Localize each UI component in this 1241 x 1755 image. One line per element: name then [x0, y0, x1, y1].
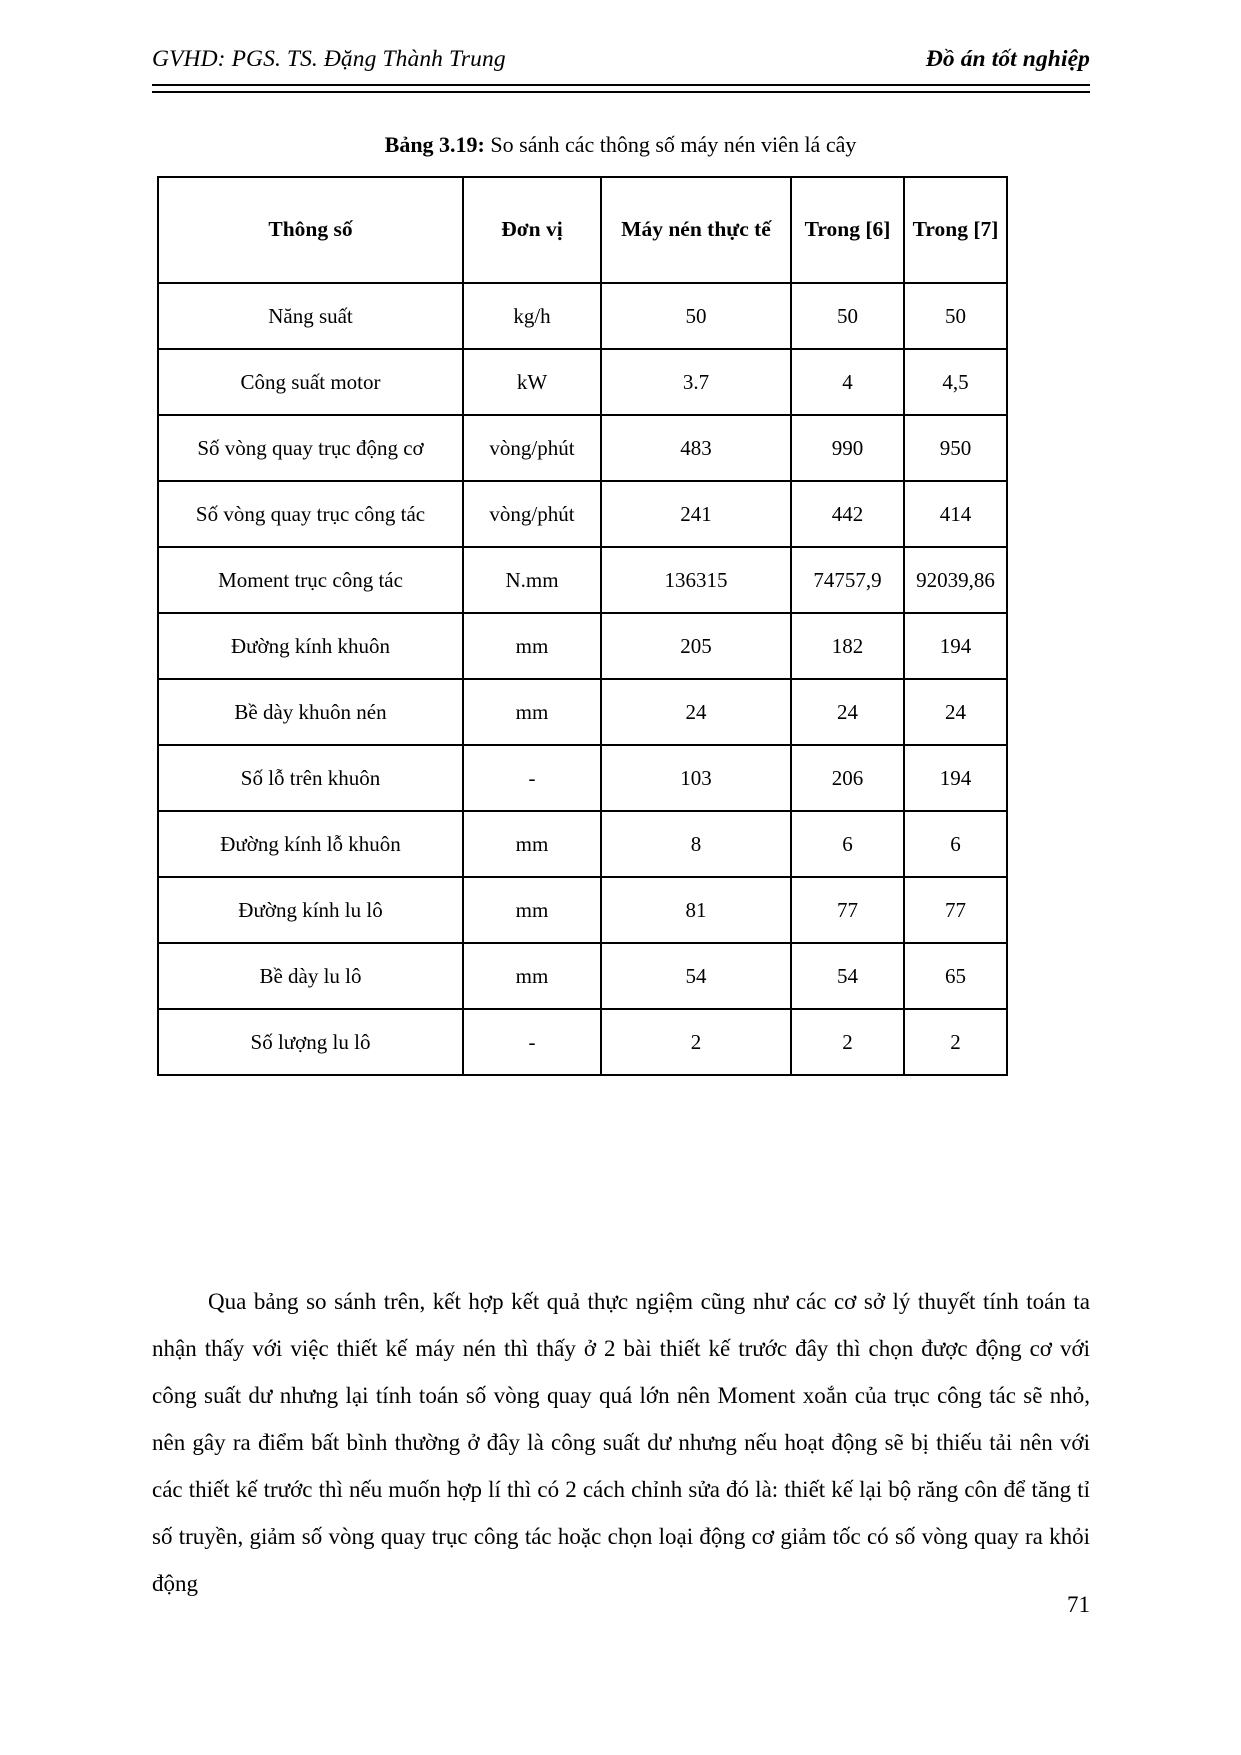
column-header-unit: Đơn vị — [463, 177, 601, 283]
cell-parameter: Năng suất — [158, 283, 463, 349]
cell-ref7: 24 — [904, 679, 1007, 745]
table-row — [158, 415, 1007, 481]
cell-parameter: Đường kính khuôn — [158, 613, 463, 679]
cell-actual: 136315 — [601, 547, 791, 613]
table-row — [158, 679, 1007, 745]
cell-unit: mm — [463, 943, 601, 1009]
cell-parameter: Đường kính lỗ khuôn — [158, 811, 463, 877]
cell-unit: mm — [463, 613, 601, 679]
table-header — [158, 177, 1007, 283]
cell-ref6: 50 — [791, 283, 904, 349]
table-body — [158, 283, 1007, 1075]
cell-unit: mm — [463, 679, 601, 745]
table-row — [158, 811, 1007, 877]
cell-ref6: 24 — [791, 679, 904, 745]
table-caption-text: So sánh các thông số máy nén viên lá cây — [484, 132, 857, 157]
column-header-reference-7: Trong [7] — [904, 177, 1007, 283]
cell-ref7: 4,5 — [904, 349, 1007, 415]
cell-ref6: 2 — [791, 1009, 904, 1075]
cell-unit: - — [463, 1009, 601, 1075]
cell-ref6: 206 — [791, 745, 904, 811]
cell-ref7: 194 — [904, 613, 1007, 679]
cell-parameter: Số vòng quay trục động cơ — [158, 415, 463, 481]
cell-ref6: 4 — [791, 349, 904, 415]
cell-actual: 24 — [601, 679, 791, 745]
table-caption-label: Bảng 3.19: — [384, 132, 485, 157]
cell-actual: 3.7 — [601, 349, 791, 415]
cell-ref7: 950 — [904, 415, 1007, 481]
cell-unit: kg/h — [463, 283, 601, 349]
cell-parameter: Moment trục công tác — [158, 547, 463, 613]
column-header-parameter: Thông số — [158, 177, 463, 283]
table-row — [158, 349, 1007, 415]
table-row — [158, 613, 1007, 679]
page-number: 71 — [1067, 1592, 1090, 1617]
body-paragraph: Qua bảng so sánh trên, kết hợp kết quả thực ngiệm cũng như các cơ sở lý thuyết tính toán ta nhận thấy với việc thiết kế máy nén thì thấy ở 2 bài thiết kế trước đây thì chọn được động cơ với công suất dư nhưng lại tính toán số vòng quay quá lớn nên Moment xoắn của trục công tác sẽ nhỏ, nên gây ra điểm bất bình thường ở đây là công suất dư nhưng nếu hoạt động sẽ bị thiếu tải nên với các thiết kế trước thì nếu muốn hợp lí thì có 2 cách chỉnh sửa đó là: thiết kế lại bộ răng côn để tăng tỉ số truyền, giảm số vòng quay trục công tác hoặc chọn loại động cơ giảm tốc có số vòng quay ra khỏi động — [152, 1289, 1090, 1596]
table-row — [158, 943, 1007, 1009]
cell-ref7: 414 — [904, 481, 1007, 547]
comparison-table — [157, 176, 1008, 1076]
cell-actual: 81 — [601, 877, 791, 943]
cell-unit: N.mm — [463, 547, 601, 613]
cell-actual: 483 — [601, 415, 791, 481]
cell-ref6: 77 — [791, 877, 904, 943]
table-row — [158, 877, 1007, 943]
cell-unit: kW — [463, 349, 601, 415]
cell-actual: 205 — [601, 613, 791, 679]
cell-ref7: 2 — [904, 1009, 1007, 1075]
column-header-actual-machine: Máy nén thực tế — [601, 177, 791, 283]
running-header — [152, 46, 1090, 73]
cell-unit: mm — [463, 811, 601, 877]
cell-parameter: Đường kính lu lô — [158, 877, 463, 943]
cell-actual: 103 — [601, 745, 791, 811]
cell-ref7: 77 — [904, 877, 1007, 943]
header-divider-rule — [152, 84, 1090, 93]
cell-actual: 8 — [601, 811, 791, 877]
cell-parameter: Bề dày lu lô — [158, 943, 463, 1009]
cell-actual: 2 — [601, 1009, 791, 1075]
header-advisor-text: GVHD: PGS. TS. Đặng Thành Trung — [152, 46, 506, 72]
cell-ref6: 74757,9 — [791, 547, 904, 613]
cell-ref6: 182 — [791, 613, 904, 679]
cell-parameter: Bề dày khuôn nén — [158, 679, 463, 745]
cell-ref6: 6 — [791, 811, 904, 877]
cell-parameter: Công suất motor — [158, 349, 463, 415]
table-row — [158, 283, 1007, 349]
table-caption — [0, 132, 1241, 158]
cell-ref7: 92039,86 — [904, 547, 1007, 613]
table-header-row — [158, 177, 1007, 283]
cell-actual: 54 — [601, 943, 791, 1009]
table-row — [158, 481, 1007, 547]
cell-unit: mm — [463, 877, 601, 943]
cell-actual: 50 — [601, 283, 791, 349]
table-row — [158, 1009, 1007, 1075]
cell-actual: 241 — [601, 481, 791, 547]
header-document-title: Đồ án tốt nghiệp — [925, 46, 1090, 72]
cell-unit: vòng/phút — [463, 481, 601, 547]
column-header-reference-6: Trong [6] — [791, 177, 904, 283]
cell-parameter: Số vòng quay trục công tác — [158, 481, 463, 547]
table-row — [158, 745, 1007, 811]
cell-ref6: 442 — [791, 481, 904, 547]
cell-parameter: Số lượng lu lô — [158, 1009, 463, 1075]
cell-ref7: 50 — [904, 283, 1007, 349]
cell-ref7: 65 — [904, 943, 1007, 1009]
cell-ref6: 54 — [791, 943, 904, 1009]
cell-ref6: 990 — [791, 415, 904, 481]
cell-unit: - — [463, 745, 601, 811]
comparison-table-wrapper — [157, 176, 1006, 1076]
cell-parameter: Số lỗ trên khuôn — [158, 745, 463, 811]
cell-ref7: 6 — [904, 811, 1007, 877]
table-row — [158, 547, 1007, 613]
cell-ref7: 194 — [904, 745, 1007, 811]
cell-unit: vòng/phút — [463, 415, 601, 481]
